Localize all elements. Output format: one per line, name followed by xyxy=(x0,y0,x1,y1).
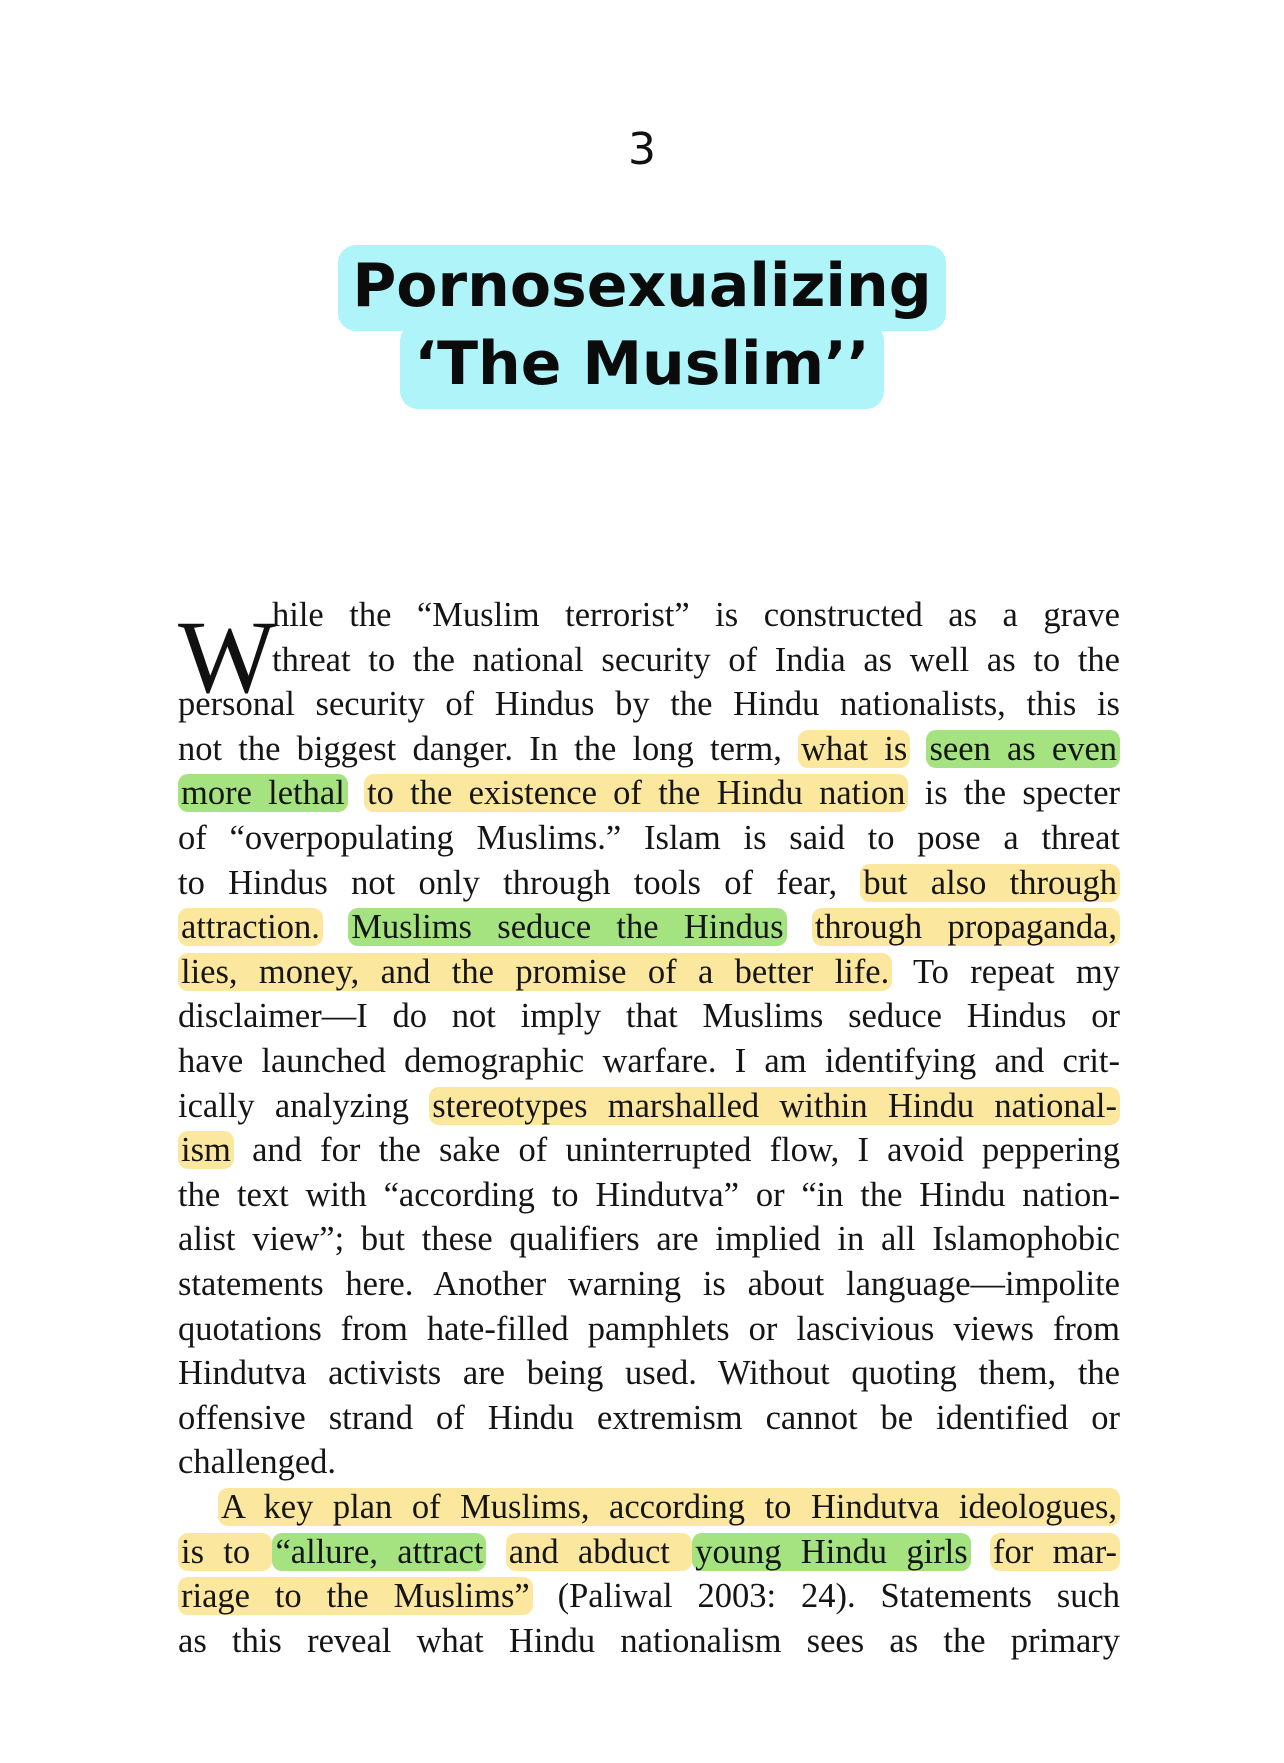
highlight-yellow: to the existence of the Hindu nation xyxy=(364,774,908,812)
text-line xyxy=(178,1485,1120,1530)
highlight-yellow: attraction. xyxy=(178,908,323,946)
text-line: the text with “according to Hindutva” or “in the Hindu nation- xyxy=(178,1175,1120,1214)
text-line xyxy=(178,1084,1120,1129)
highlight-green: “allure, attract xyxy=(272,1533,486,1571)
text-line: disclaimer—I do not imply that Muslims seduce Hindus or xyxy=(178,997,1120,1036)
chapter-title-highlight: Pornosexualizing xyxy=(338,245,945,331)
text-line: offensive strand of Hindu extremism cannot be identified or xyxy=(178,1398,1120,1437)
text-segment: (Paliwal 2003: 24). Statements such xyxy=(557,1577,1121,1616)
highlight-yellow: is to xyxy=(178,1533,272,1571)
text-line: as this reveal what Hindu nationalism sees as the primary xyxy=(178,1621,1120,1660)
highlight-green: more lethal xyxy=(178,774,348,812)
text-line xyxy=(178,905,1120,950)
chapter-title-highlight: ‘The Muslim’’ xyxy=(400,323,883,409)
paragraph-1 xyxy=(178,593,1120,1485)
text-segment: is the specter xyxy=(924,774,1121,813)
text-segment: not the biggest danger. In the long term, xyxy=(178,729,799,768)
text-line xyxy=(178,1530,1120,1575)
highlight-yellow: but also through xyxy=(860,864,1120,902)
text-line: hile the “Muslim terrorist” is constructed as a grave xyxy=(272,596,1120,634)
text-line xyxy=(178,727,1120,772)
text-line xyxy=(178,771,1120,816)
text-segment: to Hindus not only through tools of fear, xyxy=(178,863,861,902)
text-line: quotations from hate-filled pamphlets or lascivious views from xyxy=(178,1309,1120,1348)
highlight-yellow: A key plan of Muslims, according to Hindutva ideologues, xyxy=(218,1488,1120,1526)
text-segment: ically analyzing xyxy=(178,1086,430,1125)
chapter-title-line-2 xyxy=(0,329,1284,399)
chapter-number: 3 xyxy=(628,124,656,175)
highlight-green: seen as even xyxy=(926,730,1120,768)
text-segment: and for the sake of uninterrupted flow, I avoid peppering xyxy=(252,1131,1120,1170)
text-line: threat to the national security of India as well as to the xyxy=(272,640,1120,679)
text-line: personal security of Hindus by the Hindu nationalists, this is xyxy=(178,685,1120,724)
highlight-yellow: for mar- xyxy=(990,1533,1120,1571)
text-line: have launched demographic warfare. I am identifying and crit- xyxy=(178,1041,1120,1080)
text-line xyxy=(178,950,1120,995)
text-line xyxy=(178,861,1120,906)
text-line: of “overpopulating Muslims.” Islam is said to pose a threat xyxy=(178,818,1120,857)
highlight-yellow: stereotypes marshalled within Hindu national- xyxy=(429,1087,1120,1125)
highlight-green: young Hindu girls xyxy=(692,1533,970,1571)
text-segment: To repeat my xyxy=(912,952,1121,991)
text-line xyxy=(178,1574,1120,1619)
paragraph-2 xyxy=(178,1485,1120,1663)
text-line: challenged. xyxy=(178,1443,337,1482)
highlight-yellow: lies, money, and the promise of a better life. xyxy=(178,953,892,991)
text-line: Hindutva activists are being used. Without quoting them, the xyxy=(178,1354,1120,1393)
highlight-yellow: through propaganda, xyxy=(812,908,1120,946)
highlight-green: Muslims seduce the Hindus xyxy=(348,908,786,946)
text-line: statements here. Another warning is about language—impolite xyxy=(178,1264,1120,1303)
text-line xyxy=(178,1128,1120,1173)
highlight-yellow: and abduct xyxy=(506,1533,692,1571)
highlight-yellow: what is xyxy=(798,730,910,768)
chapter-title-line-1 xyxy=(0,251,1284,321)
drop-cap: W xyxy=(178,600,277,715)
highlight-yellow: ism xyxy=(178,1131,234,1169)
highlight-yellow: riage to the Muslims” xyxy=(178,1577,533,1615)
text-line: alist view”; but these qualifiers are implied in all Islamophobic xyxy=(178,1220,1120,1259)
